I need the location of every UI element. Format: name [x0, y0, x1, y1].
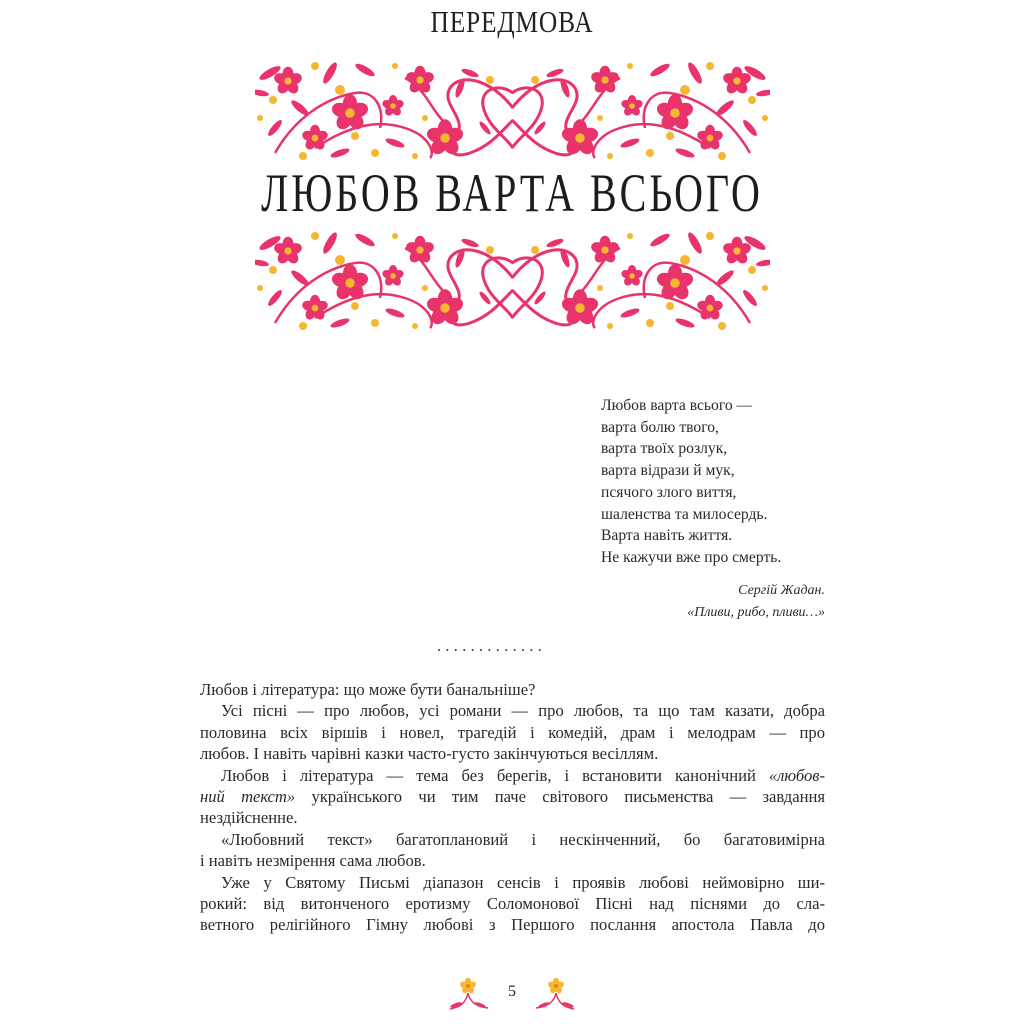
poem-line: варта болю твого,: [601, 418, 719, 436]
leaf-icon: [675, 147, 696, 160]
leaf-icon: [266, 118, 284, 137]
poem-line: варта твоїх розлук,: [601, 440, 728, 458]
body-line: [200, 786, 825, 807]
flower-center: [733, 77, 740, 84]
leaf-icon: [321, 61, 340, 86]
leaf-icon: [714, 98, 735, 118]
dot-icon: [335, 255, 345, 265]
vine: [644, 263, 750, 323]
ornament-right-half: [512, 61, 770, 160]
leaf-icon: [756, 89, 770, 98]
flower-center: [312, 305, 319, 312]
ornament-left-half: [255, 231, 513, 330]
poem-line: Не кажучи вже про смерть.: [601, 548, 782, 566]
body-text: [200, 679, 825, 936]
dot-icon: [646, 319, 654, 327]
flower-center: [707, 305, 714, 312]
dot-icon: [666, 302, 674, 310]
flower-icon: [620, 265, 644, 287]
flower-center: [312, 135, 319, 142]
poem-line: Варта навіть життя.: [601, 527, 733, 545]
flower-center: [629, 273, 635, 279]
leaf-icon: [741, 118, 759, 137]
leaf-icon: [266, 288, 284, 307]
poem-line: варта відрази й мук,: [601, 462, 735, 480]
dot-icon: [422, 285, 428, 291]
dot-icon: [371, 149, 379, 157]
dot-icon: [422, 115, 428, 121]
text-segment: українського чи тим паче світового письменства — завдання: [295, 787, 825, 807]
flower-center: [601, 76, 608, 83]
epigraph-attribution: [687, 580, 825, 624]
leaf-icon: [686, 61, 705, 86]
knot-icon: [512, 258, 542, 318]
dot-icon: [351, 302, 359, 310]
body-line: [200, 722, 825, 743]
leaf-icon: [289, 98, 310, 118]
leaf-icon: [354, 231, 377, 248]
dot-icon: [718, 322, 726, 330]
text-segment: Любов і література: що може бути банальніше?: [200, 680, 536, 699]
body-line: [200, 914, 825, 935]
dot-icon: [607, 153, 613, 159]
leaf-icon: [546, 237, 565, 249]
dot-icon: [486, 76, 494, 84]
flower-center: [345, 278, 355, 288]
leaf-icon: [686, 231, 705, 256]
dot-icon: [531, 246, 539, 254]
epigraph-source: «Пливи, рибо, пливи…»: [687, 605, 825, 620]
body-line: [200, 743, 825, 764]
flower-center: [416, 246, 423, 253]
leaf-icon: [385, 307, 406, 320]
section-heading: ПЕРЕДМОВА: [430, 4, 594, 39]
epigraph-poem: [601, 395, 781, 569]
flower-center: [601, 246, 608, 253]
poem-line: Любов варта всього —: [601, 397, 753, 414]
text-segment: Уже у Святому Письмі діапазон сенсів і проявів любові неймовірно ши-: [221, 872, 825, 892]
vine: [644, 93, 750, 153]
leaf-icon: [675, 317, 696, 330]
knot-icon: [483, 88, 513, 148]
flower-center: [670, 278, 680, 288]
body-line: [200, 850, 825, 871]
dot-icon: [392, 63, 398, 69]
flower-center: [284, 77, 291, 84]
knot-icon: [512, 88, 542, 148]
dot-icon: [762, 115, 768, 121]
dot-icon: [748, 266, 756, 274]
leaf-icon: [255, 89, 269, 98]
body-line: [200, 829, 825, 850]
dot-icon: [335, 85, 345, 95]
dot-icon: [531, 76, 539, 84]
text-segment: Любов і література — тема без берегів, і встановити канонічний: [221, 765, 769, 785]
text-segment: і навіть незмірення сама любов.: [200, 851, 426, 871]
dot-icon: [627, 63, 633, 69]
flower-center: [440, 303, 450, 313]
dot-icon: [392, 233, 398, 239]
body-line: [200, 893, 825, 914]
floral-ornament-bottom: [255, 228, 770, 333]
page-number: 5: [508, 983, 516, 1000]
leaf-icon: [255, 259, 269, 268]
text-segment: «Любовний текст» багатоплановий і нескінченний, бо багатовимірна: [221, 829, 825, 849]
flower-center: [345, 108, 355, 118]
dot-icon: [706, 232, 714, 240]
leaf-icon: [741, 288, 759, 307]
ornament-right-half: [512, 231, 770, 330]
dot-icon: [311, 232, 319, 240]
leaf-icon: [330, 147, 351, 160]
text-segment: Усі пісні — про любов, усі романи — про любов, та що там казати, добра: [221, 701, 825, 721]
dot-icon: [299, 322, 307, 330]
dot-icon: [351, 132, 359, 140]
leaf-icon: [649, 231, 672, 248]
flower-icon: [620, 95, 644, 117]
body-line: [200, 700, 825, 721]
text-segment: половина всіх віршів і новел, трагедій і комедій, драм і мелодрам — про: [200, 722, 825, 742]
dot-icon: [607, 323, 613, 329]
flower-center: [440, 133, 450, 143]
dot-icon: [680, 255, 690, 265]
dot-icon: [412, 153, 418, 159]
leaf-icon: [620, 307, 641, 320]
ornament-left-half: [255, 61, 513, 160]
dot-icon: [597, 115, 603, 121]
dot-icon: [257, 285, 263, 291]
dot-icon: [412, 323, 418, 329]
dot-icon: [311, 62, 319, 70]
dot-icon: [748, 96, 756, 104]
text-segment: рокий: від витонченого еротизму Соломонової Пісні над піснями до сла-: [200, 894, 825, 914]
flower-center: [733, 247, 740, 254]
dot-icon: [486, 246, 494, 254]
leaf-icon: [756, 259, 770, 268]
vine: [275, 263, 381, 323]
leaf-icon: [289, 268, 310, 288]
dot-icon: [627, 233, 633, 239]
italic-text: ний текст»: [200, 787, 296, 807]
dot-icon: [666, 132, 674, 140]
text-segment: ветного релігійного Гімну любові з Першого послання апостола Павла до: [200, 915, 825, 935]
body-line: [200, 807, 825, 828]
flower-center: [575, 303, 585, 313]
body-line: [200, 872, 825, 893]
chapter-title: ЛЮБОВ ВАРТА ВСЬОГО: [261, 163, 763, 223]
leaf-icon: [546, 67, 565, 79]
dot-icon: [269, 266, 277, 274]
leaf-icon: [714, 268, 735, 288]
body-line: [200, 679, 825, 700]
flower-center: [707, 135, 714, 142]
flower-center: [284, 247, 291, 254]
flower-center: [629, 103, 635, 109]
text-segment: нездійсненне.: [200, 808, 298, 828]
leaf-icon: [354, 61, 377, 78]
flower-center: [670, 108, 680, 118]
separator: .............: [437, 638, 547, 655]
body-line: [200, 765, 825, 786]
text-segment: любов. І навіть чарівні казки часто-густо закінчуються весіллям.: [200, 744, 659, 764]
leaf-icon: [385, 137, 406, 150]
leaf-icon: [461, 67, 480, 79]
epigraph-author: Сергій Жадан.: [738, 583, 825, 598]
dot-icon: [680, 85, 690, 95]
flower-center: [575, 133, 585, 143]
dot-icon: [597, 285, 603, 291]
dot-icon: [646, 149, 654, 157]
dot-icon: [706, 62, 714, 70]
dot-icon: [257, 115, 263, 121]
leaf-icon: [649, 61, 672, 78]
leaf-icon: [620, 137, 641, 150]
flower-icon: [381, 265, 405, 287]
poem-line: шаленства та милосердь.: [601, 505, 768, 523]
leaf-icon: [461, 237, 480, 249]
flower-icon: [381, 95, 405, 117]
knot-icon: [483, 258, 513, 318]
dot-icon: [718, 152, 726, 160]
floral-ornament-top: [255, 58, 770, 163]
flower-center: [390, 103, 396, 109]
dot-icon: [762, 285, 768, 291]
leaf-icon: [330, 317, 351, 330]
poem-line: псячого злого виття,: [601, 483, 737, 501]
dot-icon: [371, 319, 379, 327]
flower-center: [416, 76, 423, 83]
leaf-icon: [321, 231, 340, 256]
dot-icon: [299, 152, 307, 160]
dot-icon: [269, 96, 277, 104]
vine: [275, 93, 381, 153]
flower-center: [390, 273, 396, 279]
italic-text: «любов-: [768, 765, 825, 785]
